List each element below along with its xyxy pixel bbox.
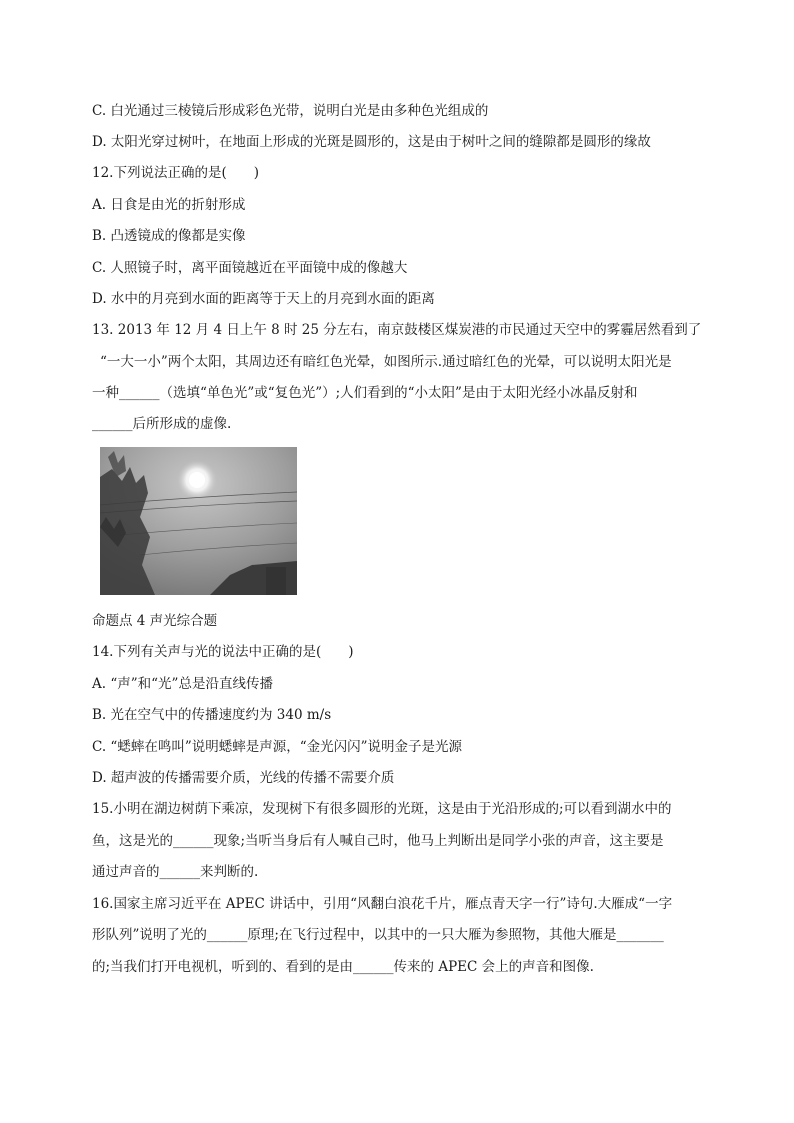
q14-option-c: C. “蟋蟀在鸣叫”说明蟋蟀是声源，“金光闪闪”说明金子是光源 <box>92 739 463 755</box>
q16-line-3: 的;当我们打开电视机，听到的、看到的是由______传来的 APEC 会上的声音和图像. <box>92 959 594 975</box>
q12-option-d: D. 水中的月亮到水面的距离等于天上的月亮到水面的距离 <box>92 291 435 307</box>
q13-line-4: ______后所形成的虚像. <box>92 416 232 432</box>
q12-stem: 12.下列说法正确的是( ) <box>92 165 260 181</box>
q12-option-a: A. 日食是由光的折射形成 <box>92 197 246 213</box>
q14-option-b: B. 光在空气中的传播速度约为 340 m/s <box>92 707 332 723</box>
q14-option-a: A. “声”和“光”总是沿直线传播 <box>92 676 273 692</box>
q15-line-2: 鱼，这是光的______现象;当听当身后有人喊自己时，他马上判断出是同学小张的声音，这主要是 <box>92 833 664 849</box>
q11-option-c: C. 白光通过三棱镜后形成彩色光带，说明白光是由多种色光组成的 <box>92 103 489 119</box>
q12-option-c: C. 人照镜子时，离平面镜越近在平面镜中成的像越大 <box>92 260 408 276</box>
q14-option-d: D. 超声波的传播需要介质，光线的传播不需要介质 <box>92 770 395 786</box>
q16-line-1: 16.国家主席习近平在 APEC 讲话中，引用“风翻白浪花千片，雁点青天字一行”诗句.大雁成“一字 <box>92 896 673 912</box>
q15-line-3: 通过声音的______来判断的. <box>92 864 259 880</box>
q13-line-1: 13. 2013 年 12 月 4 日上午 8 时 25 分左右，南京鼓楼区煤炭港的市民通过天空中的雾霾居然看到了 <box>92 322 702 338</box>
q13-line-2: “一大一小”两个太阳，其周边还有暗红色光晕，如图所示.通过暗红色的光晕，可以说明太阳光是 <box>100 354 672 370</box>
q16-line-2: 形队列”说明了光的______原理;在飞行过程中，以其中的一只大雁为参照物，其他大雁是_______ <box>92 927 664 943</box>
q13-line-3: 一种______（选填“单色光”或“复色光”）;人们看到的“小太阳”是由于太阳光经小冰晶反射和 <box>92 385 638 401</box>
q15-line-1: 15.小明在湖边树荫下乘凉，发现树下有很多圆形的光斑，这是由于光沿形成的;可以看到湖水中的 <box>92 801 672 817</box>
hazy-sun-image <box>100 447 297 595</box>
q14-stem: 14.下列有关声与光的说法中正确的是( ) <box>92 644 354 660</box>
section-heading: 命题点 4 声光综合题 <box>92 613 218 629</box>
hazy-sun-photo <box>100 447 297 595</box>
q11-option-d: D. 太阳光穿过树叶，在地面上形成的光斑是圆形的，这是由于树叶之间的缝隙都是圆形的缘故 <box>92 134 651 150</box>
q12-option-b: B. 凸透镜成的像都是实像 <box>92 228 246 244</box>
